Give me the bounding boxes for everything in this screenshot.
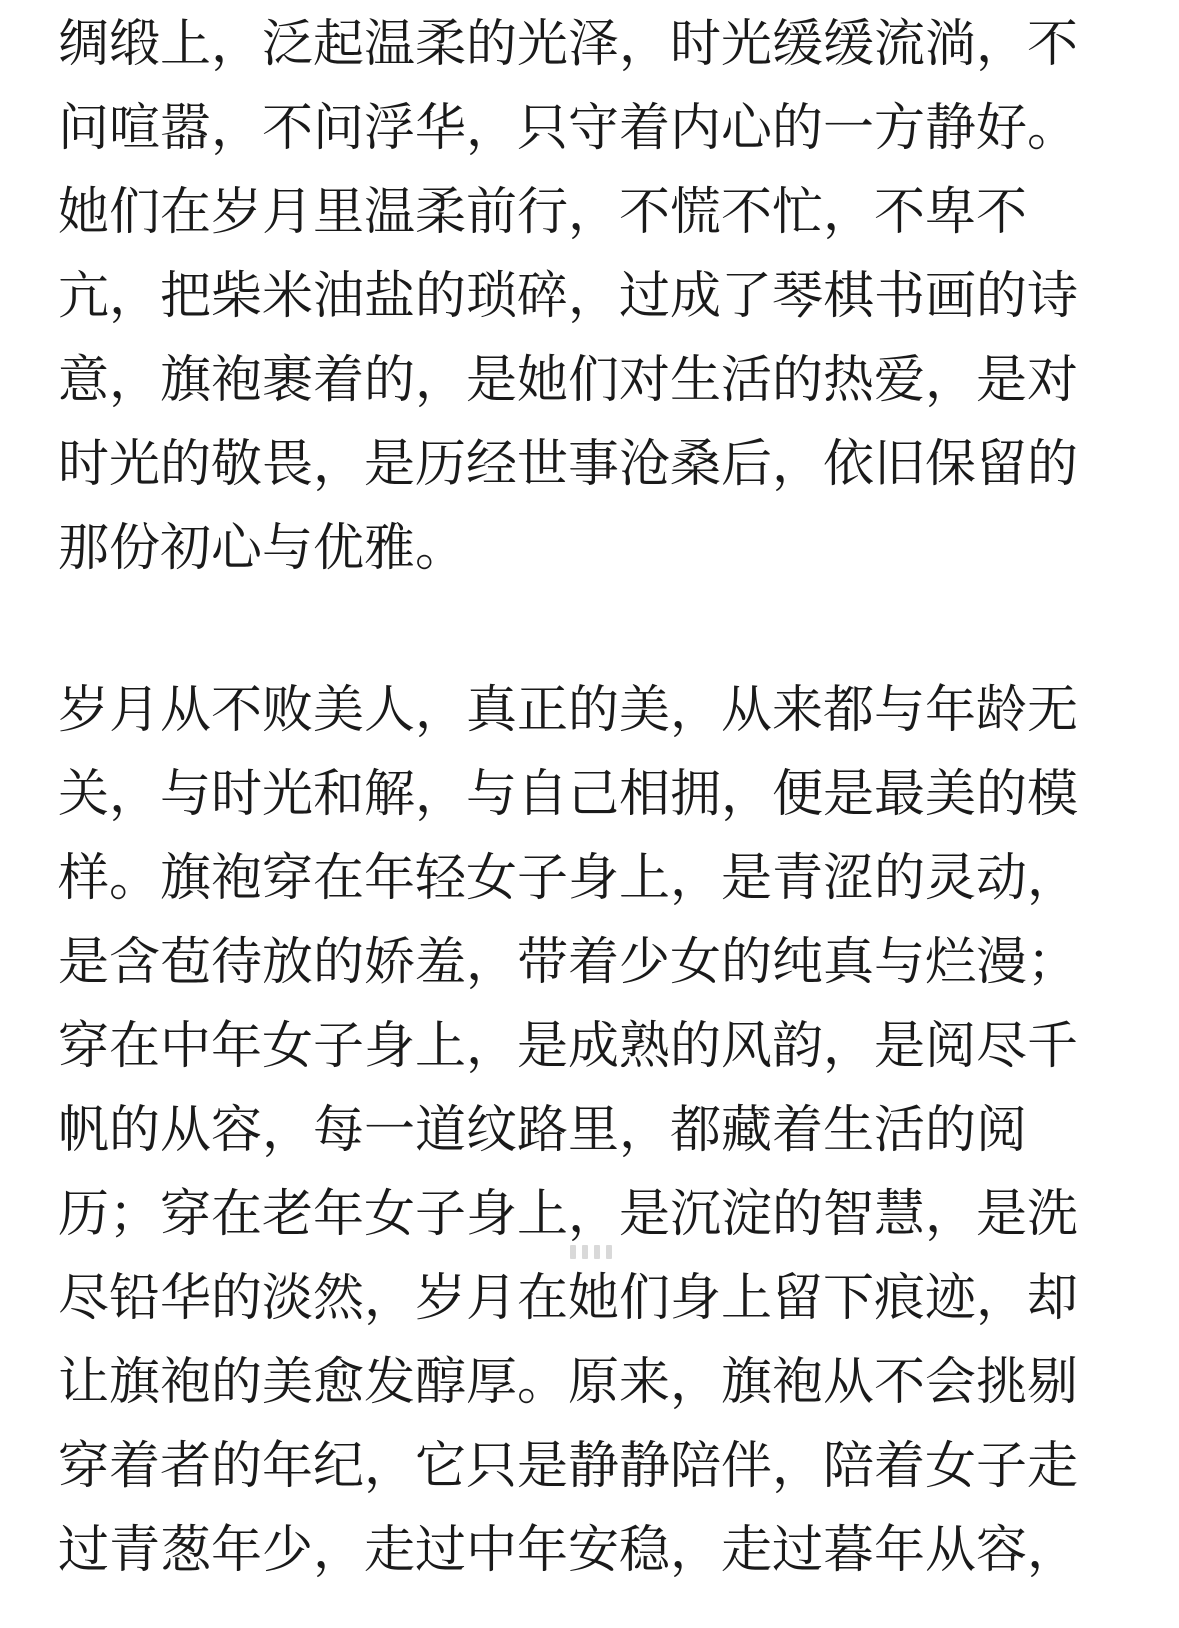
- text-line: 问喧嚣，不问浮华，只守着内心的一方静好。: [58, 99, 1079, 158]
- article-body: [58, 0, 1088, 1593]
- text-line: 岁月从不败美人，真正的美，从来都与年龄无: [58, 681, 1079, 740]
- text-line: 绸缎上，泛起温柔的光泽，时光缓缓流淌，不: [58, 15, 1079, 74]
- text-line: 穿在中年女子身上，是成熟的风韵，是阅尽千: [58, 1017, 1079, 1076]
- text-line: 过青葱年少，走过中年安稳，走过暮年从容，: [58, 1521, 1079, 1580]
- text-line: 亢，把柴米油盐的琐碎，过成了琴棋书画的诗: [58, 267, 1079, 326]
- text-line: 她们在岁月里温柔前行，不慌不忙，不卑不: [58, 183, 1028, 242]
- text-line: 历；穿在老年女子身上，是沉淀的智慧，是洗: [58, 1185, 1079, 1244]
- text-line: 意，旗袍裹着的，是她们对生活的热爱，是对: [58, 351, 1079, 410]
- text-line: 尽铅华的淡然，岁月在她们身上留下痕迹，却: [58, 1269, 1079, 1328]
- paragraph-2: [58, 669, 1088, 1593]
- text-line: 让旗袍的美愈发醇厚。原来，旗袍从不会挑剔: [58, 1353, 1079, 1412]
- text-line: 穿着者的年纪，它只是静静陪伴，陪着女子走: [58, 1437, 1079, 1496]
- paragraph-1: [58, 3, 1088, 591]
- watermark-mark: [570, 1245, 612, 1259]
- text-line: 是含苞待放的娇羞，带着少女的纯真与烂漫；: [58, 933, 1079, 992]
- paragraph-spacer: [58, 591, 1088, 669]
- text-line: 时光的敬畏，是历经世事沧桑后，依旧保留的: [58, 435, 1079, 494]
- text-line: 帆的从容，每一道纹路里，都藏着生活的阅: [58, 1101, 1028, 1160]
- text-line: 那份初心与优雅。: [58, 519, 467, 578]
- text-line: 关，与时光和解，与自己相拥，便是最美的模: [58, 765, 1079, 824]
- text-line: 样。旗袍穿在年轻女子身上，是青涩的灵动，: [58, 849, 1079, 908]
